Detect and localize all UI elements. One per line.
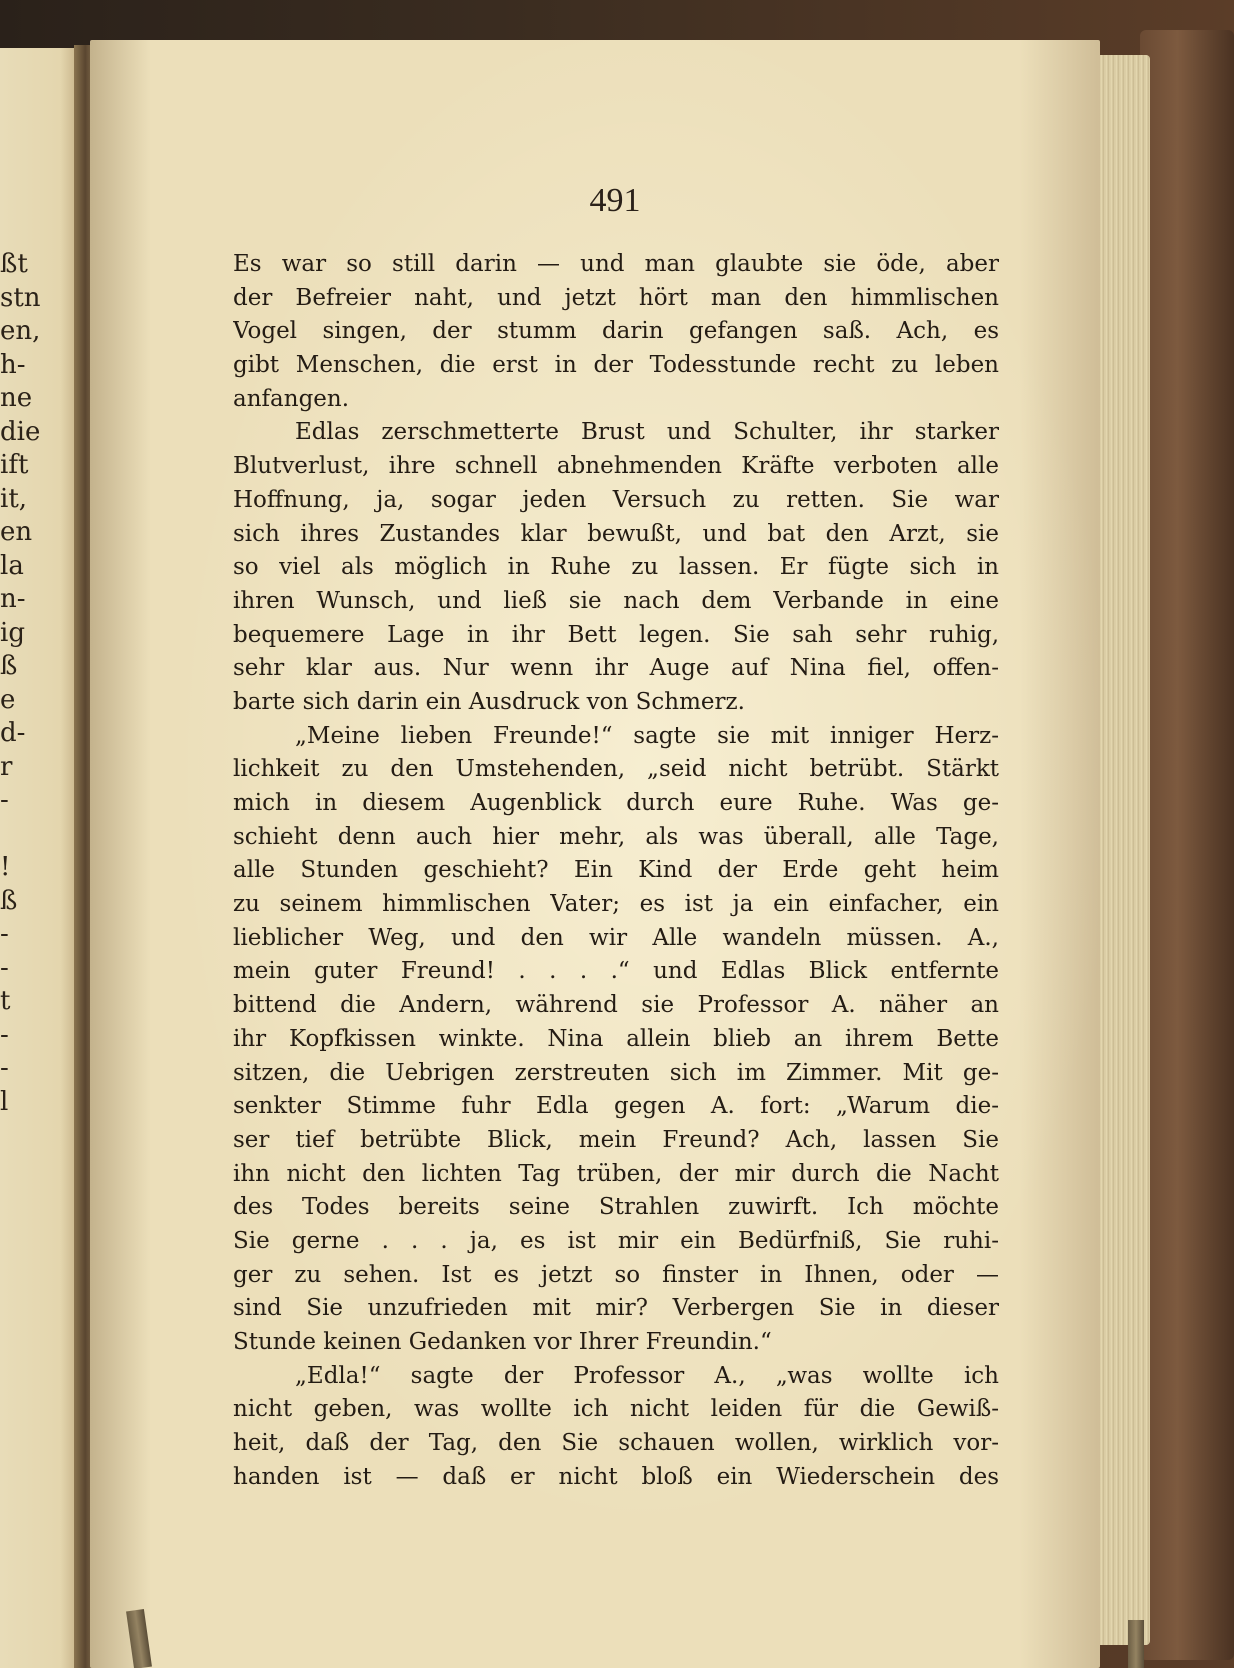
right-page [90,40,1100,1668]
left-page-fragment: - [0,952,9,983]
left-page-fragment: - [0,785,9,815]
text-line: mich in diesem Augenblick durch eure Ruhe. Was ge- [233,790,999,816]
left-page-fragment: t [0,986,11,1016]
text-line: handen ist — daß er nicht bloß ein Wiederschein des [233,1463,999,1490]
left-page-fragment: d- [0,718,26,748]
text-line: so viel als möglich in Ruhe zu lassen. Er fügte sich in [233,554,999,581]
left-page-fragment: r [0,751,13,782]
left-page-fragment: en [0,517,33,547]
left-page-fragment [0,818,40,852]
left-page-fragment: la [0,550,24,581]
text-line: Es war so still darin — und man glaubte sie öde, aber [233,251,999,277]
text-line: des Todes bereits seine Strahlen zuwirft. Ich möchte [233,1194,999,1221]
text-line: nicht geben, was wollte ich nicht leiden für die Gewiß- [233,1396,999,1423]
text-line: sich ihres Zustandes klar bewußt, und bat den Arzt, sie [233,520,999,547]
text-line: gibt Menschen, die erst in der Todesstunde recht zu leben [233,352,999,379]
left-page-fragment: - [0,919,9,949]
left-page-fragment: e [0,684,16,715]
text-line: bittend die Andern, während sie Professor A. näher an [233,992,999,1019]
text-line: Edlas zerschmetterte Brust und Schulter, ihr starker [295,419,999,446]
text-line: bequemere Lage in ihr Bett legen. Sie sah sehr ruhig, [233,621,999,648]
cover-board [1140,30,1234,1660]
bookmark-ribbon [1128,1620,1144,1668]
text-line: sitzen, die Uebrigen zerstreuten sich im Zimmer. Mit ge- [233,1059,999,1086]
left-page-fragment: ßt [0,249,28,279]
left-page-fragment: die [0,416,41,447]
left-page-fragment: h- [0,349,26,380]
text-line: Hoffnung, ja, sogar jeden Versuch zu retten. Sie war [233,486,999,513]
left-page-fragment: it, [0,483,28,514]
text-line: schieht denn auch hier mehr, als was überall, alle Tage, [233,823,999,850]
left-page-fragment: n- [0,584,26,614]
left-page-fragment: ß [0,651,18,681]
text-line: sind Sie unzufrieden mit mir? Verbergen Sie in dieser [233,1295,999,1322]
text-line: ihren Wunsch, und ließ sie nach dem Verbande in eine [233,587,999,614]
left-page-fragment: ß [0,885,18,916]
page-text [233,248,999,1494]
left-page-fragment: ne [0,383,33,413]
text-line: ihr Kopfkissen winkte. Nina allein blieb an ihrem Bette [233,1025,999,1052]
text-line: lieblicher Weg, und den wir Alle wandeln müssen. A., [233,924,999,951]
text-line: „Meine lieben Freunde!“ sagte sie mit inniger Herz- [295,722,999,749]
left-page-fragment: stn [0,282,41,313]
text-line: anfangen. [233,385,350,412]
left-page-fragment: - [0,1019,9,1050]
text-line: ger zu sehen. Ist es jetzt so finster in Ihnen, oder — [233,1261,999,1288]
left-page-fragment: ig [0,617,25,648]
text-line: Stunde keinen Gedanken vor Ihrer Freundin.“ [233,1329,772,1355]
text-line: barte sich darin ein Ausdruck von Schmerz. [233,688,745,715]
text-line: „Edla!“ sagte der Professor A., „was wollte ich [295,1362,999,1389]
text-line: sehr klar aus. Nur wenn ihr Auge auf Nina fiel, offen- [233,655,999,682]
left-page-fragment: l [0,1086,9,1117]
text-line: ihn nicht den lichten Tag trüben, der mir durch die Nacht [233,1160,999,1187]
text-line: lichkeit zu den Umstehenden, „seid nicht betrübt. Stärkt [233,756,999,783]
text-line: Vogel singen, der stumm darin gefangen saß. Ach, es [233,318,999,345]
left-page-fragment: - [0,1053,9,1083]
text-line: mein guter Freund! . . . .“ und Edlas Blick entfernte [233,958,999,985]
left-page-fragment: en, [0,316,41,346]
text-line: Blutverlust, ihre schnell abnehmenden Kräfte verboten alle [233,453,999,480]
left-page-text-fragments [0,248,40,1119]
page-number: 491 [589,182,641,219]
text-line: senkter Stimme fuhr Edla gegen A. fort: „Warum die- [233,1093,999,1120]
text-line: der Befreier naht, und jetzt hört man den himmlischen [233,284,999,311]
left-page-fragment: ! [0,852,11,882]
left-page-fragment: ift [0,450,29,480]
text-line: Sie gerne . . . ja, es ist mir ein Bedürfniß, Sie ruhi- [233,1227,999,1254]
text-line: alle Stunden geschieht? Ein Kind der Erde geht heim [233,857,999,884]
text-line: zu seinem himmlischen Vater; es ist ja ein einfacher, ein [233,891,999,918]
text-line: heit, daß der Tag, den Sie schauen wollen, wirklich vor- [233,1430,999,1457]
text-line: ser tief betrübte Blick, mein Freund? Ach, lassen Sie [233,1126,999,1153]
